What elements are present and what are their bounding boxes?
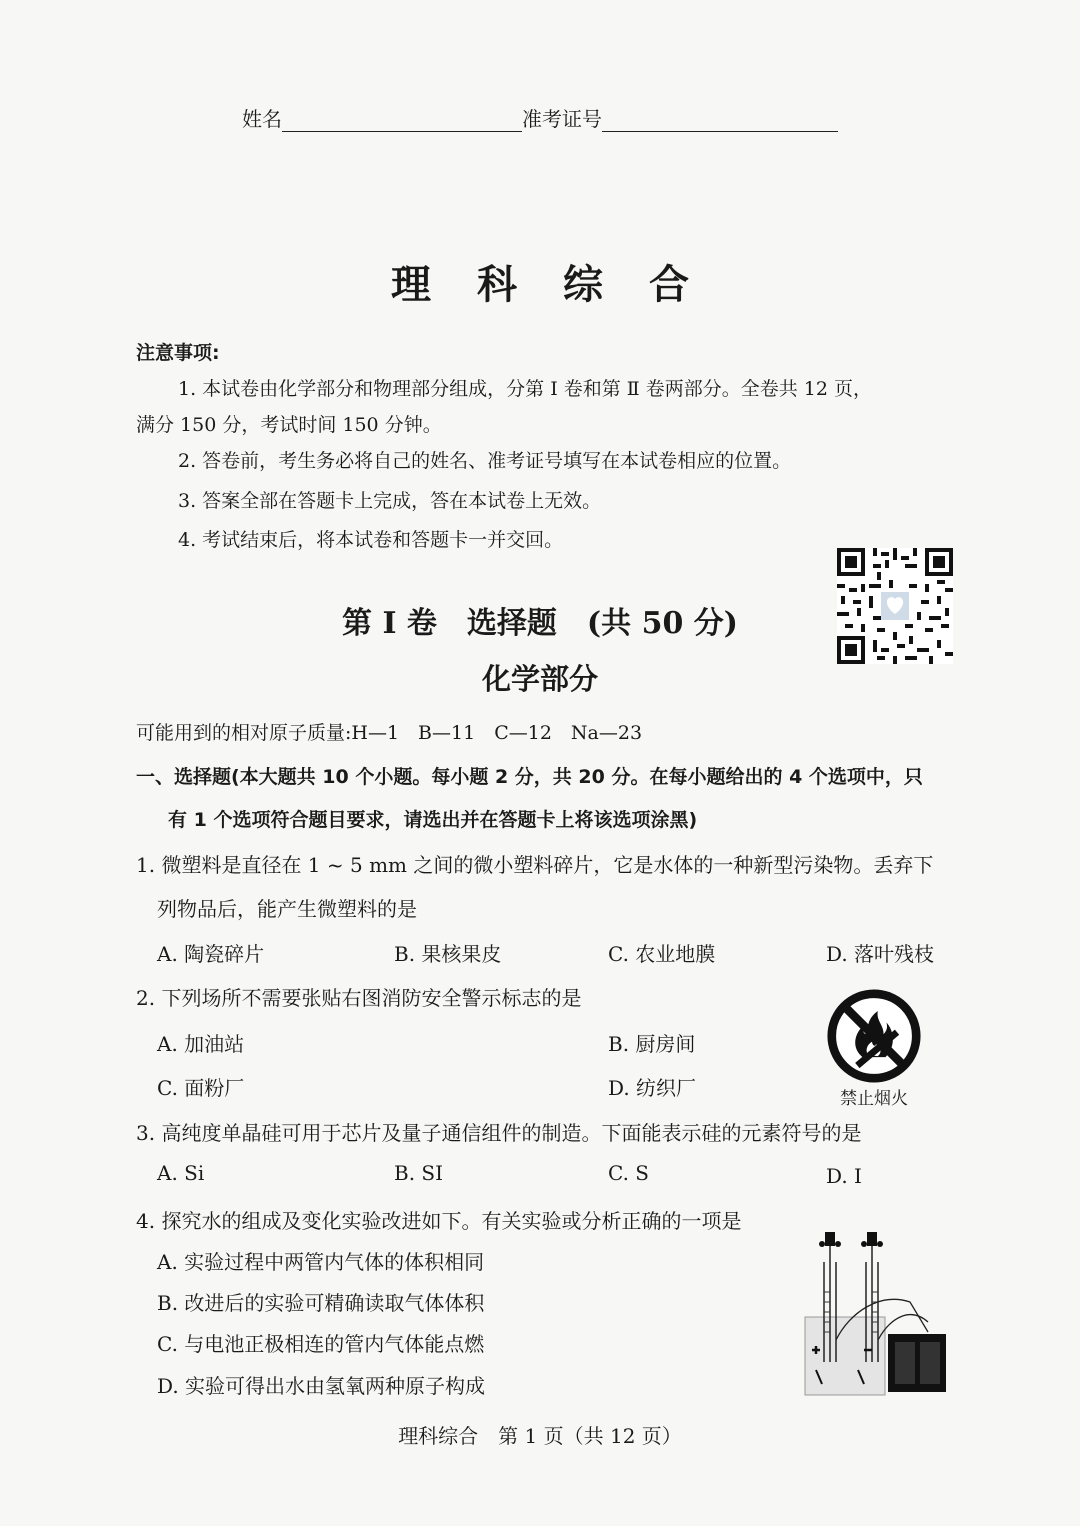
question-1-stem: 1. 微塑料是直径在 1 ~ 5 mm 之间的微小塑料碎片，它是水体的一种新型污染物。丢弃下: [136, 853, 934, 877]
question-1-stem-cont: 列物品后，能产生微塑料的是: [157, 897, 417, 921]
page-title: 理科综合: [391, 261, 735, 308]
section-title: 第 Ⅰ 卷 选择题 (共 50 分): [342, 606, 738, 641]
notice-heading: 注意事项:: [136, 342, 220, 364]
q4-option-d: D. 实验可得出水由氢氧两种原子构成: [157, 1374, 486, 1398]
question-2-stem: 2. 下列场所不需要张贴右图消防安全警示标志的是: [136, 986, 582, 1010]
q3-option-a: A. Si: [157, 1161, 205, 1185]
notice-item-2: 2. 答卷前，考生务必将自己的姓名、准考证号填写在本试卷相应的位置。: [178, 450, 792, 472]
notice-item-1-cont: 满分 150 分，考试时间 150 分钟。: [136, 414, 442, 436]
exam-id-label: 准考证号: [522, 107, 602, 131]
notice-item-1: 1. 本试卷由化学部分和物理部分组成，分第 Ⅰ 卷和第 Ⅱ 卷两部分。全卷共 12 页，: [178, 378, 873, 400]
no-fire-sign-icon: [826, 988, 922, 1084]
q4-option-c: C. 与电池正极相连的管内气体能点燃: [157, 1332, 485, 1356]
q3-option-b: B. SI: [394, 1161, 444, 1185]
q2-option-b: B. 厨房间: [608, 1032, 696, 1056]
q1-option-b: B. 果核果皮: [394, 942, 502, 966]
part1-instructions: 一、选择题(本大题共 10 个小题。每小题 2 分，共 20 分。在每小题给出的 4 个选项中，只: [136, 766, 923, 788]
q2-option-a: A. 加油站: [157, 1032, 245, 1056]
page-footer: 理科综合 第 1 页（共 12 页）: [398, 1424, 682, 1448]
question-4-stem: 4. 探究水的组成及变化实验改进如下。有关实验或分析正确的一项是: [136, 1209, 742, 1233]
q4-option-b: B. 改进后的实验可精确读取气体体积: [157, 1291, 485, 1315]
subsection-title: 化学部分: [481, 662, 598, 696]
q1-option-c: C. 农业地膜: [608, 942, 716, 966]
exam-id-field[interactable]: [602, 109, 838, 132]
notice-item-4: 4. 考试结束后，将本试卷和答题卡一并交回。: [178, 529, 564, 551]
name-label: 姓名: [242, 107, 282, 131]
sign-caption: 禁止烟火: [840, 1089, 908, 1109]
q1-option-a: A. 陶瓷碎片: [157, 942, 265, 966]
q1-option-d: D. 落叶残枝: [826, 942, 935, 966]
q2-option-c: C. 面粉厂: [157, 1076, 245, 1100]
q2-option-d: D. 纺织厂: [608, 1076, 697, 1100]
notice-item-3: 3. 答案全部在答题卡上完成，答在本试卷上无效。: [178, 490, 602, 512]
q3-option-d: D. I: [826, 1164, 862, 1188]
electrolysis-apparatus-icon: [800, 1222, 950, 1397]
q4-option-a: A. 实验过程中两管内气体的体积相同: [157, 1250, 485, 1274]
atomic-masses: 可能用到的相对原子质量:H—1 B—11 C—12 Na—23: [136, 722, 643, 744]
q3-option-c: C. S: [608, 1161, 650, 1185]
header-fields: [242, 103, 838, 132]
part1-instructions-cont: 有 1 个选项符合题目要求，请选出并在答题卡上将该选项涂黑): [168, 809, 698, 831]
question-3-stem: 3. 高纯度单晶硅可用于芯片及量子通信组件的制造。下面能表示硅的元素符号的是: [136, 1121, 862, 1145]
name-field[interactable]: [282, 109, 522, 132]
